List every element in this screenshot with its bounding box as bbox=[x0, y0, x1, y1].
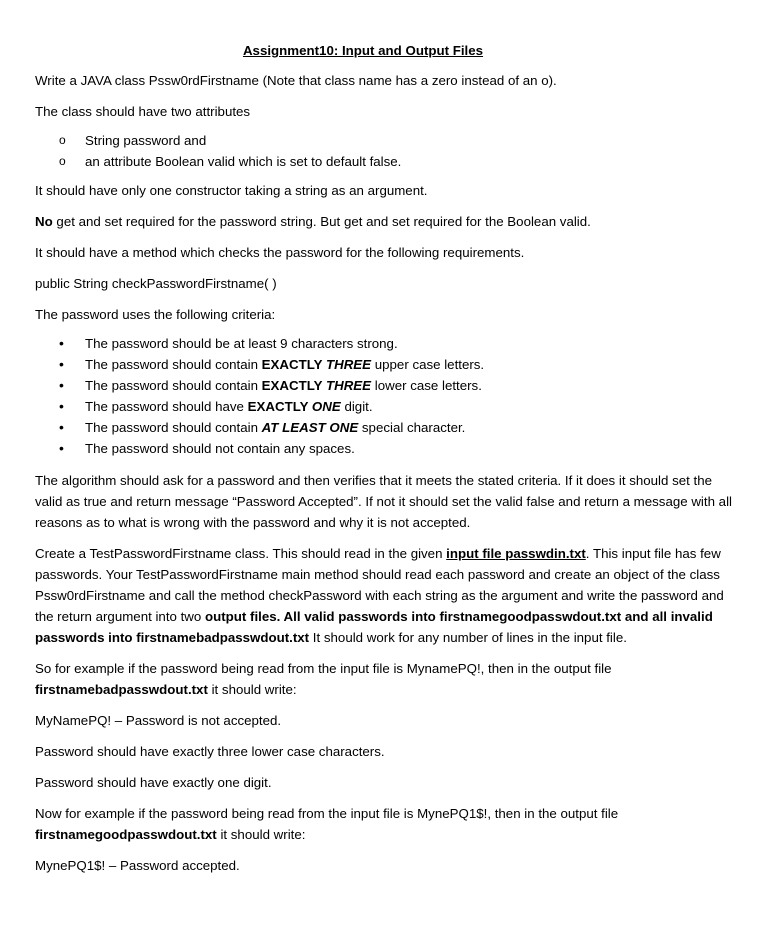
bullet-icon: • bbox=[59, 419, 64, 435]
list-item: • The password should not contain any spaces. bbox=[35, 438, 735, 459]
bullet-icon: • bbox=[59, 440, 64, 456]
document-page bbox=[35, 40, 735, 886]
constructor-paragraph: It should have only one constructor taking a string as an argument. bbox=[35, 183, 428, 198]
bad-output-filename: firstnamebadpasswdout.txt bbox=[35, 682, 208, 697]
no-emphasis: No bbox=[35, 214, 53, 229]
bad-output-line: Password should have exactly one digit. bbox=[35, 775, 272, 790]
method-signature: public String checkPasswordFirstname( ) bbox=[35, 276, 277, 291]
bad-output-line: MyNamePQ! – Password is not accepted. bbox=[35, 713, 282, 728]
criteria-heading: The password uses the following criteria: bbox=[35, 307, 276, 322]
good-output-filename: firstnamegoodpasswdout.txt bbox=[35, 827, 217, 842]
list-item: • The password should contain AT LEAST ONE special character. bbox=[35, 417, 735, 438]
method-paragraph: It should have a method which checks the password for the following requirements. bbox=[35, 245, 525, 260]
bad-output-line: Password should have exactly three lower case characters. bbox=[35, 744, 385, 759]
good-example-paragraph: Now for example if the password being read from the input file is MynePQ1$!, then in the output file firstnamegoodpasswdout.txt it should write: bbox=[35, 806, 619, 842]
list-item: • The password should be at least 9 characters strong. bbox=[35, 333, 735, 354]
bullet-icon: • bbox=[59, 398, 64, 414]
invalid-files-text: all invalid passwords into firstnamebadpasswdout.txt bbox=[35, 609, 713, 645]
getset-paragraph: No get and set required for the password string. But get and set required for the Boolean valid. bbox=[35, 214, 591, 229]
algorithm-paragraph: The algorithm should ask for a password and then verifies that it meets the stated criteria. If it does it should set the valid as true and return message “Password Accepted”. If not it should set the valid false and return a message with all reasons as to what is wrong with the password and why it is not accepted. bbox=[35, 473, 732, 530]
attributes-heading: The class should have two attributes bbox=[35, 104, 251, 119]
attributes-list bbox=[35, 130, 735, 172]
bullet-icon: • bbox=[59, 377, 64, 393]
good-output-line: MynePQ1$! – Password accepted. bbox=[35, 858, 240, 873]
list-item: • The password should contain EXACTLY THREE lower case letters. bbox=[35, 375, 735, 396]
output-files-text: output files. All valid passwords into firstnamegoodpasswdout.txt bbox=[205, 609, 622, 624]
criteria-list bbox=[35, 333, 735, 459]
list-item: o String password and bbox=[35, 130, 735, 151]
page-title: Assignment10: Input and Output Files bbox=[242, 43, 484, 58]
circle-bullet-icon: o bbox=[59, 133, 66, 147]
test-class-paragraph: Create a TestPasswordFirstname class. This should read in the given input file passwdin.txt. This input file has few passwords. Your TestPasswordFirstname main method should read each password and create an object of the class Pssw0rdFirstname and call the method checkPassword with each string as the argument and write the password and the return argument into two output files. All valid passwords into firstnamegoodpasswdout.txt and all invalid passwords into firstnamebadpasswdout.txt It should work for any number of lines in the input file. bbox=[35, 546, 724, 645]
bad-example-paragraph: So for example if the password being read from the input file is MynamePQ!, then in the output file firstnamebadpasswdout.txt it should write: bbox=[35, 661, 612, 697]
input-file-name: input file passwdin.txt bbox=[446, 546, 586, 561]
list-item: • The password should have EXACTLY ONE digit. bbox=[35, 396, 735, 417]
bullet-icon: • bbox=[59, 356, 64, 372]
list-item: • The password should contain EXACTLY THREE upper case letters. bbox=[35, 354, 735, 375]
intro-paragraph: Write a JAVA class Pssw0rdFirstname (Note that class name has a zero instead of an o). bbox=[35, 73, 557, 88]
circle-bullet-icon: o bbox=[59, 154, 66, 168]
bullet-icon: • bbox=[59, 335, 64, 351]
list-item: o an attribute Boolean valid which is set to default false. bbox=[35, 151, 735, 172]
